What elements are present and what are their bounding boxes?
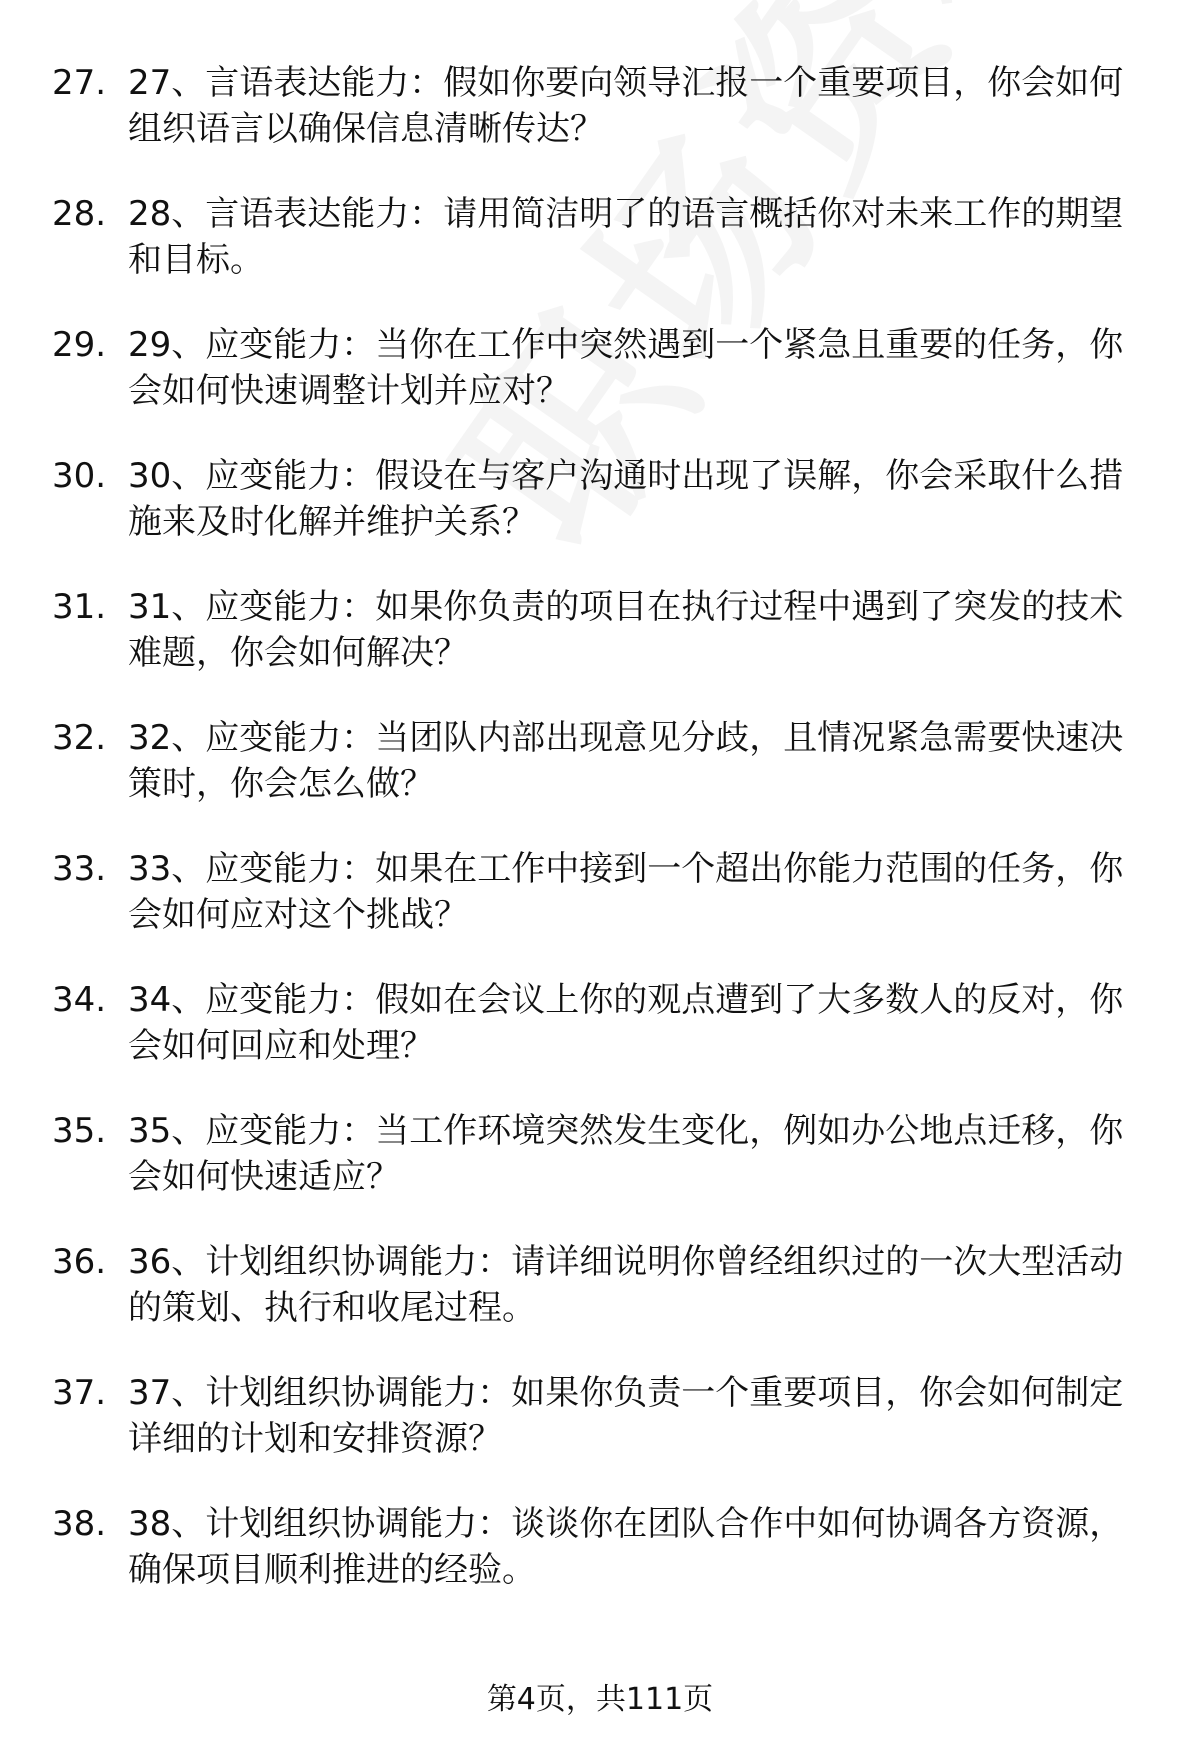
list-item [52, 715, 1152, 846]
question-text: 38、计划组织协调能力：谈谈你在团队合作中如何协调各方资源，确保项目顺利推进的经验。 [128, 1504, 1124, 1590]
question-text: 35、应变能力：当工作环境突然发生变化，例如办公地点迁移，你会如何快速适应？ [128, 1111, 1124, 1197]
question-text: 33、应变能力：如果在工作中接到一个超出你能力范围的任务，你会如何应对这个挑战？ [128, 849, 1124, 935]
list-item [52, 584, 1152, 715]
page-footer: 第4页，共111页 [486, 1682, 714, 1717]
list-item [52, 191, 1152, 322]
question-number: 38. [52, 1504, 107, 1544]
question-number: 37. [52, 1373, 107, 1413]
question-text: 36、计划组织协调能力：请详细说明你曾经组织过的一次大型活动的策划、执行和收尾过程。 [128, 1242, 1124, 1328]
list-item [52, 60, 1152, 191]
question-number: 36. [52, 1242, 107, 1282]
list-item [52, 1370, 1152, 1501]
question-number: 28. [52, 194, 107, 234]
list-item [52, 322, 1152, 453]
question-text: 29、应变能力：当你在工作中突然遇到一个紧急且重要的任务，你会如何快速调整计划并应对？ [128, 325, 1124, 411]
question-number: 35. [52, 1111, 107, 1151]
list-item [52, 453, 1152, 584]
list-item [52, 1108, 1152, 1239]
question-number: 33. [52, 849, 107, 889]
question-text: 32、应变能力：当团队内部出现意见分歧，且情况紧急需要快速决策时，你会怎么做？ [128, 718, 1124, 804]
list-item [52, 1501, 1152, 1632]
question-text: 37、计划组织协调能力：如果你负责一个重要项目，你会如何制定详细的计划和安排资源？ [128, 1373, 1124, 1459]
question-list [52, 60, 1152, 1632]
question-number: 34. [52, 980, 107, 1020]
question-text: 34、应变能力：假如在会议上你的观点遭到了大多数人的反对，你会如何回应和处理？ [128, 980, 1124, 1066]
question-number: 29. [52, 325, 107, 365]
question-text: 28、言语表达能力：请用简洁明了的语言概括你对未来工作的期望和目标。 [128, 194, 1124, 280]
list-item [52, 977, 1152, 1108]
question-number: 27. [52, 63, 107, 103]
question-text: 30、应变能力：假设在与客户沟通时出现了误解，你会采取什么措施来及时化解并维护关系？ [128, 456, 1124, 542]
question-number: 30. [52, 456, 107, 496]
question-number: 32. [52, 718, 107, 758]
question-text: 31、应变能力：如果你负责的项目在执行过程中遇到了突发的技术难题，你会如何解决？ [128, 587, 1124, 673]
question-number: 31. [52, 587, 107, 627]
list-item [52, 846, 1152, 977]
list-item [52, 1239, 1152, 1370]
question-text: 27、言语表达能力：假如你要向领导汇报一个重要项目，你会如何组织语言以确保信息清晰传达？ [128, 63, 1124, 149]
